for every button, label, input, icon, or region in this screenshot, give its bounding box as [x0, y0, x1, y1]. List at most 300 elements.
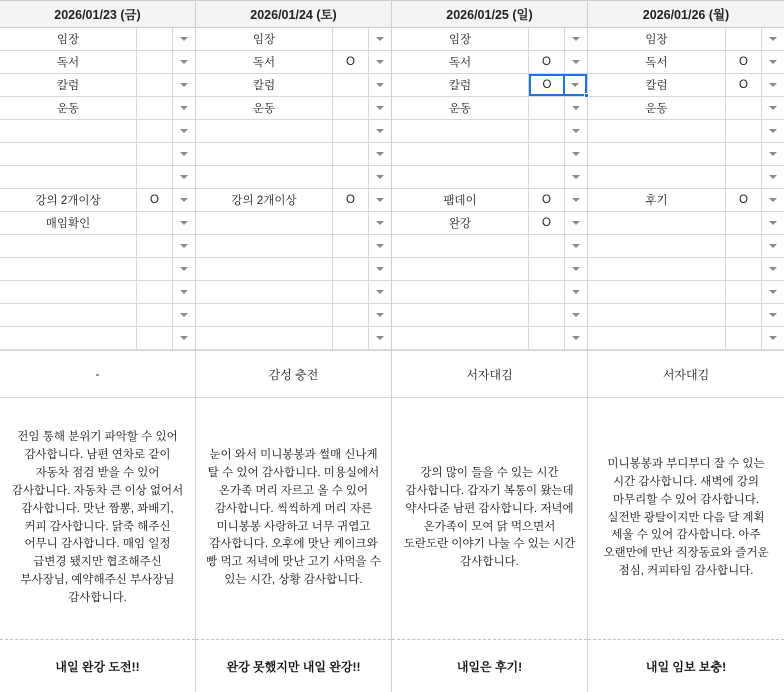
task-check-cell[interactable] [529, 327, 565, 349]
checklist-row [588, 166, 784, 189]
chevron-down-icon[interactable] [762, 304, 784, 326]
task-label-cell[interactable]: 독서 [196, 51, 333, 73]
chevron-down-icon[interactable] [369, 74, 391, 96]
chevron-down-icon[interactable] [173, 51, 195, 73]
checklist-row [196, 189, 391, 212]
chevron-down-icon[interactable] [762, 120, 784, 142]
chevron-down-icon[interactable] [369, 189, 391, 211]
tomorrow-goal-cell[interactable]: 완강 못했지만 내일 완강!! [226, 659, 361, 674]
chevron-down-icon[interactable] [369, 120, 391, 142]
chevron-down-glyph [180, 83, 188, 87]
chevron-down-glyph [769, 313, 777, 317]
checklist-row [196, 258, 391, 281]
chevron-down-glyph [571, 83, 579, 87]
task-label-cell[interactable]: 운동 [588, 97, 726, 119]
chevron-down-icon[interactable] [369, 327, 391, 349]
task-label-cell[interactable] [0, 304, 137, 326]
chevron-down-icon[interactable] [762, 74, 784, 96]
task-check-cell[interactable] [137, 258, 173, 280]
task-check-cell[interactable] [726, 281, 762, 303]
chevron-down-glyph [572, 106, 580, 110]
chevron-down-glyph [572, 336, 580, 340]
task-label-cell[interactable] [196, 281, 333, 303]
chevron-down-glyph [376, 60, 384, 64]
task-label-cell[interactable]: 운동 [0, 97, 137, 119]
task-label-cell[interactable]: 매임확인 [0, 212, 137, 234]
chevron-down-glyph [180, 106, 188, 110]
task-check-cell[interactable] [333, 74, 369, 96]
task-label-cell[interactable] [588, 120, 726, 142]
chevron-down-glyph [769, 83, 777, 87]
chevron-down-glyph [376, 129, 384, 133]
task-label-cell[interactable]: 독서 [0, 51, 137, 73]
task-check-cell[interactable] [137, 120, 173, 142]
chevron-down-glyph [376, 175, 384, 179]
chevron-down-glyph [572, 152, 580, 156]
checklist-row [0, 28, 195, 51]
checklist-row [588, 51, 784, 74]
task-label-cell[interactable] [588, 304, 726, 326]
chevron-down-glyph [572, 175, 580, 179]
chevron-down-icon[interactable] [173, 143, 195, 165]
checklist-row [0, 304, 195, 327]
chevron-down-icon[interactable] [565, 97, 587, 119]
checklist-row [392, 120, 587, 143]
task-check-cell[interactable] [726, 304, 762, 326]
day-column [588, 0, 784, 692]
task-label-cell[interactable]: 칼럼 [588, 74, 726, 96]
checklist-row [196, 97, 391, 120]
chevron-down-glyph [376, 198, 384, 202]
chevron-down-icon[interactable] [173, 189, 195, 211]
task-label-cell[interactable]: 독서 [588, 51, 726, 73]
task-check-cell[interactable] [137, 166, 173, 188]
task-check-cell[interactable]: O [529, 189, 565, 211]
task-check-cell[interactable]: O [726, 189, 762, 211]
checklist-row [392, 166, 587, 189]
task-label-cell[interactable]: 팸데이 [392, 189, 529, 211]
chevron-down-glyph [376, 290, 384, 294]
task-check-cell[interactable] [333, 166, 369, 188]
checklist-row [392, 189, 587, 212]
task-check-cell[interactable] [726, 327, 762, 349]
checklist-row [392, 97, 587, 120]
chevron-down-icon[interactable] [762, 235, 784, 257]
task-label-cell[interactable] [0, 258, 137, 280]
chevron-down-glyph [769, 152, 777, 156]
chevron-down-icon[interactable] [173, 97, 195, 119]
task-check-cell[interactable] [333, 28, 369, 50]
task-label-cell[interactable] [196, 143, 333, 165]
task-label-cell[interactable] [0, 281, 137, 303]
task-label-cell[interactable] [0, 235, 137, 257]
task-label-cell[interactable] [196, 304, 333, 326]
chevron-down-icon[interactable] [369, 281, 391, 303]
chevron-down-glyph [769, 244, 777, 248]
chevron-down-glyph [572, 221, 580, 225]
chevron-down-glyph [180, 313, 188, 317]
chevron-down-icon[interactable] [565, 143, 587, 165]
chevron-down-icon[interactable] [762, 327, 784, 349]
task-label-cell[interactable] [0, 166, 137, 188]
gratitude-note-cell[interactable]: 눈이 와서 미니봉봉과 썰매 신나게 탈 수 있어 감사합니다. 미용실에서 온가족 머리 자르고 올 수 있어 감사합니다. 씩씩하게 머리 자른 미니봉봉 사랑하고 너무 귀엽고 감사합니다. 오후에 맛난 케이크와 빵 먹고 저녁에 맛난 고기 사먹을 수 있는 시간, 상황 감사합니다. [196, 398, 391, 640]
checklist-row [392, 74, 587, 97]
task-label-cell[interactable] [0, 327, 137, 349]
checklist-row [196, 51, 391, 74]
task-label-cell[interactable] [392, 166, 529, 188]
chevron-down-icon[interactable] [762, 143, 784, 165]
checklist-row [0, 235, 195, 258]
chevron-down-glyph [180, 244, 188, 248]
task-check-cell[interactable] [726, 120, 762, 142]
chevron-down-icon[interactable] [565, 166, 587, 188]
chevron-down-icon[interactable] [173, 235, 195, 257]
checklist-row [588, 281, 784, 304]
tomorrow-goal-cell[interactable]: 내일 완강 도전!! [55, 659, 140, 674]
checklist-row [0, 327, 195, 350]
task-check-cell[interactable] [726, 28, 762, 50]
task-check-cell[interactable] [137, 304, 173, 326]
task-check-cell[interactable] [726, 212, 762, 234]
task-label-cell[interactable]: 독서 [392, 51, 529, 73]
chevron-down-glyph [572, 313, 580, 317]
task-check-cell[interactable] [137, 28, 173, 50]
chevron-down-icon[interactable] [173, 74, 195, 96]
task-label-cell[interactable] [392, 304, 529, 326]
chevron-down-icon[interactable] [565, 281, 587, 303]
task-check-cell[interactable] [137, 281, 173, 303]
chevron-down-icon[interactable] [762, 51, 784, 73]
task-label-cell[interactable] [196, 258, 333, 280]
checklist-row [588, 212, 784, 235]
chevron-down-glyph [180, 175, 188, 179]
chevron-down-glyph [769, 175, 777, 179]
chevron-down-glyph [180, 290, 188, 294]
chevron-down-icon[interactable] [173, 281, 195, 303]
chevron-down-icon[interactable] [369, 143, 391, 165]
task-label-cell[interactable] [588, 281, 726, 303]
task-label-cell[interactable]: 운동 [196, 97, 333, 119]
task-label-cell[interactable] [196, 327, 333, 349]
task-label-cell[interactable] [0, 120, 137, 142]
task-check-cell[interactable]: O [333, 189, 369, 211]
task-label-cell[interactable] [588, 166, 726, 188]
task-check-cell[interactable] [137, 51, 173, 73]
gratitude-note-cell[interactable]: 강의 많이 들을 수 있는 시간 감사합니다. 갑자기 복통이 왔는데 약사다준 남편 감사합니다. 저녁에 온가족이 모여 닭 먹으면서 도란도란 이야기 나눌 수 있는 시간 감사합니다. [392, 398, 587, 640]
chevron-down-glyph [180, 152, 188, 156]
task-label-cell[interactable] [588, 235, 726, 257]
task-label-cell[interactable] [392, 235, 529, 257]
chevron-down-glyph [769, 290, 777, 294]
checklist-row [588, 304, 784, 327]
task-check-cell[interactable] [137, 74, 173, 96]
task-check-cell[interactable] [333, 304, 369, 326]
chevron-down-icon[interactable] [565, 212, 587, 234]
task-label-cell[interactable]: 완강 [392, 212, 529, 234]
checklist-row [0, 120, 195, 143]
column-header-date[interactable]: 2026/01/25 (일) [392, 0, 587, 28]
task-check-cell[interactable] [529, 281, 565, 303]
checklist-row [392, 327, 587, 350]
checklist-row [588, 74, 784, 97]
checklist-row [0, 74, 195, 97]
checklist-row [0, 97, 195, 120]
chevron-down-icon[interactable] [565, 189, 587, 211]
checklist-row [392, 281, 587, 304]
chevron-down-icon[interactable] [565, 304, 587, 326]
task-check-cell[interactable] [726, 97, 762, 119]
chevron-down-glyph [769, 267, 777, 271]
task-check-cell[interactable]: O [137, 189, 173, 211]
checklist-row [392, 212, 587, 235]
checklist-row [196, 281, 391, 304]
task-label-cell[interactable] [588, 212, 726, 234]
task-label-cell[interactable]: 임장 [0, 28, 137, 50]
day-summary-cell[interactable]: - [0, 350, 195, 398]
task-check-cell[interactable] [529, 258, 565, 280]
task-check-cell[interactable]: O [529, 212, 565, 234]
chevron-down-glyph [376, 267, 384, 271]
task-check-cell[interactable] [137, 97, 173, 119]
task-label-cell[interactable] [588, 258, 726, 280]
checklist-row [392, 28, 587, 51]
checklist-row [588, 143, 784, 166]
task-check-cell[interactable] [726, 235, 762, 257]
task-check-cell[interactable] [333, 97, 369, 119]
tomorrow-goal-cell[interactable]: 내일은 후기! [456, 659, 523, 674]
chevron-down-glyph [180, 37, 188, 41]
task-check-cell[interactable] [726, 166, 762, 188]
day-column [196, 0, 392, 692]
chevron-down-glyph [180, 60, 188, 64]
task-check-cell[interactable]: O [333, 51, 369, 73]
checklist-row [196, 304, 391, 327]
chevron-down-glyph [376, 152, 384, 156]
chevron-down-icon[interactable] [369, 51, 391, 73]
task-check-cell[interactable] [137, 212, 173, 234]
task-check-cell[interactable] [726, 143, 762, 165]
checklist-row [0, 166, 195, 189]
task-label-cell[interactable]: 임장 [392, 28, 529, 50]
chevron-down-icon[interactable] [369, 304, 391, 326]
task-check-cell[interactable] [529, 28, 565, 50]
task-check-cell[interactable] [333, 120, 369, 142]
column-header-date[interactable]: 2026/01/26 (월) [588, 0, 784, 28]
chevron-down-icon[interactable] [173, 212, 195, 234]
chevron-down-icon[interactable] [369, 28, 391, 50]
task-check-cell[interactable] [529, 166, 565, 188]
task-label-cell[interactable]: 강의 2개이상 [0, 189, 137, 211]
checklist-row [392, 258, 587, 281]
chevron-down-glyph [769, 336, 777, 340]
task-label-cell[interactable] [392, 281, 529, 303]
chevron-down-icon[interactable] [565, 235, 587, 257]
chevron-down-icon[interactable] [369, 235, 391, 257]
chevron-down-glyph [376, 336, 384, 340]
day-column [0, 0, 196, 692]
chevron-down-glyph [376, 106, 384, 110]
task-check-cell[interactable] [333, 143, 369, 165]
day-summary-cell[interactable]: 서자대김 [392, 350, 587, 398]
chevron-down-icon[interactable] [565, 74, 587, 96]
chevron-down-glyph [180, 221, 188, 225]
chevron-down-icon[interactable] [762, 212, 784, 234]
checklist-row [0, 51, 195, 74]
chevron-down-glyph [769, 129, 777, 133]
checklist-row [196, 120, 391, 143]
task-check-cell[interactable]: O [726, 74, 762, 96]
chevron-down-glyph [769, 221, 777, 225]
chevron-down-icon[interactable] [762, 281, 784, 303]
checklist-row [0, 281, 195, 304]
checklist-row [196, 212, 391, 235]
checklist-row [588, 97, 784, 120]
task-label-cell[interactable]: 칼럼 [0, 74, 137, 96]
chevron-down-glyph [180, 129, 188, 133]
task-label-cell[interactable]: 강의 2개이상 [196, 189, 333, 211]
chevron-down-icon[interactable] [565, 327, 587, 349]
chevron-down-icon[interactable] [762, 189, 784, 211]
chevron-down-glyph [572, 129, 580, 133]
task-label-cell[interactable]: 칼럼 [392, 74, 529, 96]
chevron-down-glyph [769, 198, 777, 202]
task-label-cell[interactable] [196, 212, 333, 234]
chevron-down-icon[interactable] [173, 327, 195, 349]
task-check-cell[interactable] [137, 235, 173, 257]
day-summary-cell[interactable]: 감성 충전 [196, 350, 391, 398]
checklist-row [392, 235, 587, 258]
task-label-cell[interactable]: 임장 [196, 28, 333, 50]
chevron-down-icon[interactable] [369, 97, 391, 119]
chevron-down-icon[interactable] [565, 51, 587, 73]
chevron-down-glyph [572, 244, 580, 248]
task-label-cell[interactable] [392, 327, 529, 349]
checklist-row [588, 120, 784, 143]
chevron-down-glyph [376, 313, 384, 317]
checklist-row [196, 28, 391, 51]
chevron-down-glyph [376, 244, 384, 248]
checklist-row [196, 327, 391, 350]
checklist-row [196, 143, 391, 166]
day-column [392, 0, 588, 692]
chevron-down-icon[interactable] [369, 212, 391, 234]
task-label-cell[interactable] [588, 143, 726, 165]
task-check-cell[interactable] [529, 120, 565, 142]
task-check-cell[interactable] [333, 281, 369, 303]
chevron-down-icon[interactable] [369, 258, 391, 280]
task-label-cell[interactable] [196, 166, 333, 188]
task-check-cell[interactable]: O [726, 51, 762, 73]
chevron-down-icon[interactable] [173, 166, 195, 188]
task-label-cell[interactable] [196, 235, 333, 257]
chevron-down-icon[interactable] [565, 258, 587, 280]
chevron-down-icon[interactable] [173, 304, 195, 326]
checklist-row [392, 304, 587, 327]
checklist-row [0, 143, 195, 166]
chevron-down-glyph [769, 37, 777, 41]
task-label-cell[interactable] [392, 143, 529, 165]
task-label-cell[interactable]: 후기 [588, 189, 726, 211]
task-label-cell[interactable] [588, 327, 726, 349]
chevron-down-glyph [180, 267, 188, 271]
checklist-row [588, 235, 784, 258]
chevron-down-icon[interactable] [173, 258, 195, 280]
chevron-down-icon[interactable] [173, 28, 195, 50]
chevron-down-glyph [572, 37, 580, 41]
task-label-cell[interactable]: 칼럼 [196, 74, 333, 96]
checklist-row [588, 189, 784, 212]
chevron-down-glyph [376, 221, 384, 225]
task-check-cell[interactable]: O [529, 51, 565, 73]
checklist-row [0, 212, 195, 235]
column-header-date[interactable]: 2026/01/23 (금) [0, 0, 195, 28]
day-summary-cell[interactable]: 서자대김 [588, 350, 784, 398]
checklist-row [196, 166, 391, 189]
task-label-cell[interactable] [0, 143, 137, 165]
chevron-down-icon[interactable] [762, 166, 784, 188]
checklist-row [392, 143, 587, 166]
task-check-cell[interactable] [137, 327, 173, 349]
task-check-cell[interactable] [333, 212, 369, 234]
task-check-cell[interactable] [529, 235, 565, 257]
checklist-row [588, 28, 784, 51]
task-check-cell[interactable] [726, 258, 762, 280]
task-label-cell[interactable] [392, 258, 529, 280]
chevron-down-glyph [180, 198, 188, 202]
task-check-cell[interactable] [333, 327, 369, 349]
checklist-row [0, 189, 195, 212]
chevron-down-glyph [376, 83, 384, 87]
task-label-cell[interactable] [196, 120, 333, 142]
task-check-cell[interactable] [529, 304, 565, 326]
task-label-cell[interactable] [392, 120, 529, 142]
task-check-cell[interactable] [333, 235, 369, 257]
checklist-row [0, 258, 195, 281]
checklist-row [588, 327, 784, 350]
chevron-down-icon[interactable] [565, 120, 587, 142]
task-label-cell[interactable]: 운동 [392, 97, 529, 119]
chevron-down-glyph [180, 336, 188, 340]
chevron-down-icon[interactable] [173, 120, 195, 142]
chevron-down-glyph [572, 290, 580, 294]
chevron-down-icon[interactable] [762, 258, 784, 280]
chevron-down-glyph [572, 198, 580, 202]
chevron-down-icon[interactable] [369, 166, 391, 188]
task-check-cell[interactable]: O [529, 74, 565, 96]
checklist-row [588, 258, 784, 281]
chevron-down-glyph [376, 37, 384, 41]
chevron-down-glyph [572, 60, 580, 64]
chevron-down-glyph [769, 106, 777, 110]
tomorrow-goal-cell[interactable]: 내일 임보 보충! [645, 659, 727, 674]
task-check-cell[interactable] [529, 97, 565, 119]
checklist-row [392, 51, 587, 74]
chevron-down-icon[interactable] [762, 97, 784, 119]
checklist-row [196, 235, 391, 258]
task-check-cell[interactable] [137, 143, 173, 165]
task-check-cell[interactable] [529, 143, 565, 165]
chevron-down-glyph [572, 267, 580, 271]
chevron-down-icon[interactable] [565, 28, 587, 50]
chevron-down-icon[interactable] [762, 28, 784, 50]
gratitude-note-cell[interactable]: 미니봉봉과 부디부디 잘 수 있는 시간 감사합니다. 새벽에 강의 마무리할 수 있어 감사합니다. 실전반 광탈이지만 다음 달 계획 세울 수 있어 감사합니다. 아주 오랜만에 만난 직장동료와 즐거운 점심, 커피타임 감사합니다. [588, 398, 784, 640]
gratitude-note-cell[interactable]: 전임 통해 분위기 파악할 수 있어 감사합니다. 남편 연차로 같이 자동차 점검 받을 수 있어 감사합니다. 자동차 큰 이상 없어서 감사합니다. 맛난 짬뽕, 꽈배기, 커피 감사합니다. 닭죽 해주신 어무니 감사합니다. 매임 일정 급변경 됐지만 협조해주신 부사장님, 예약해주신 부사장님 감사합니다. [0, 398, 195, 640]
task-check-cell[interactable] [333, 258, 369, 280]
checklist-row [196, 74, 391, 97]
chevron-down-glyph [769, 60, 777, 64]
task-label-cell[interactable]: 임장 [588, 28, 726, 50]
column-header-date[interactable]: 2026/01/24 (토) [196, 0, 391, 28]
